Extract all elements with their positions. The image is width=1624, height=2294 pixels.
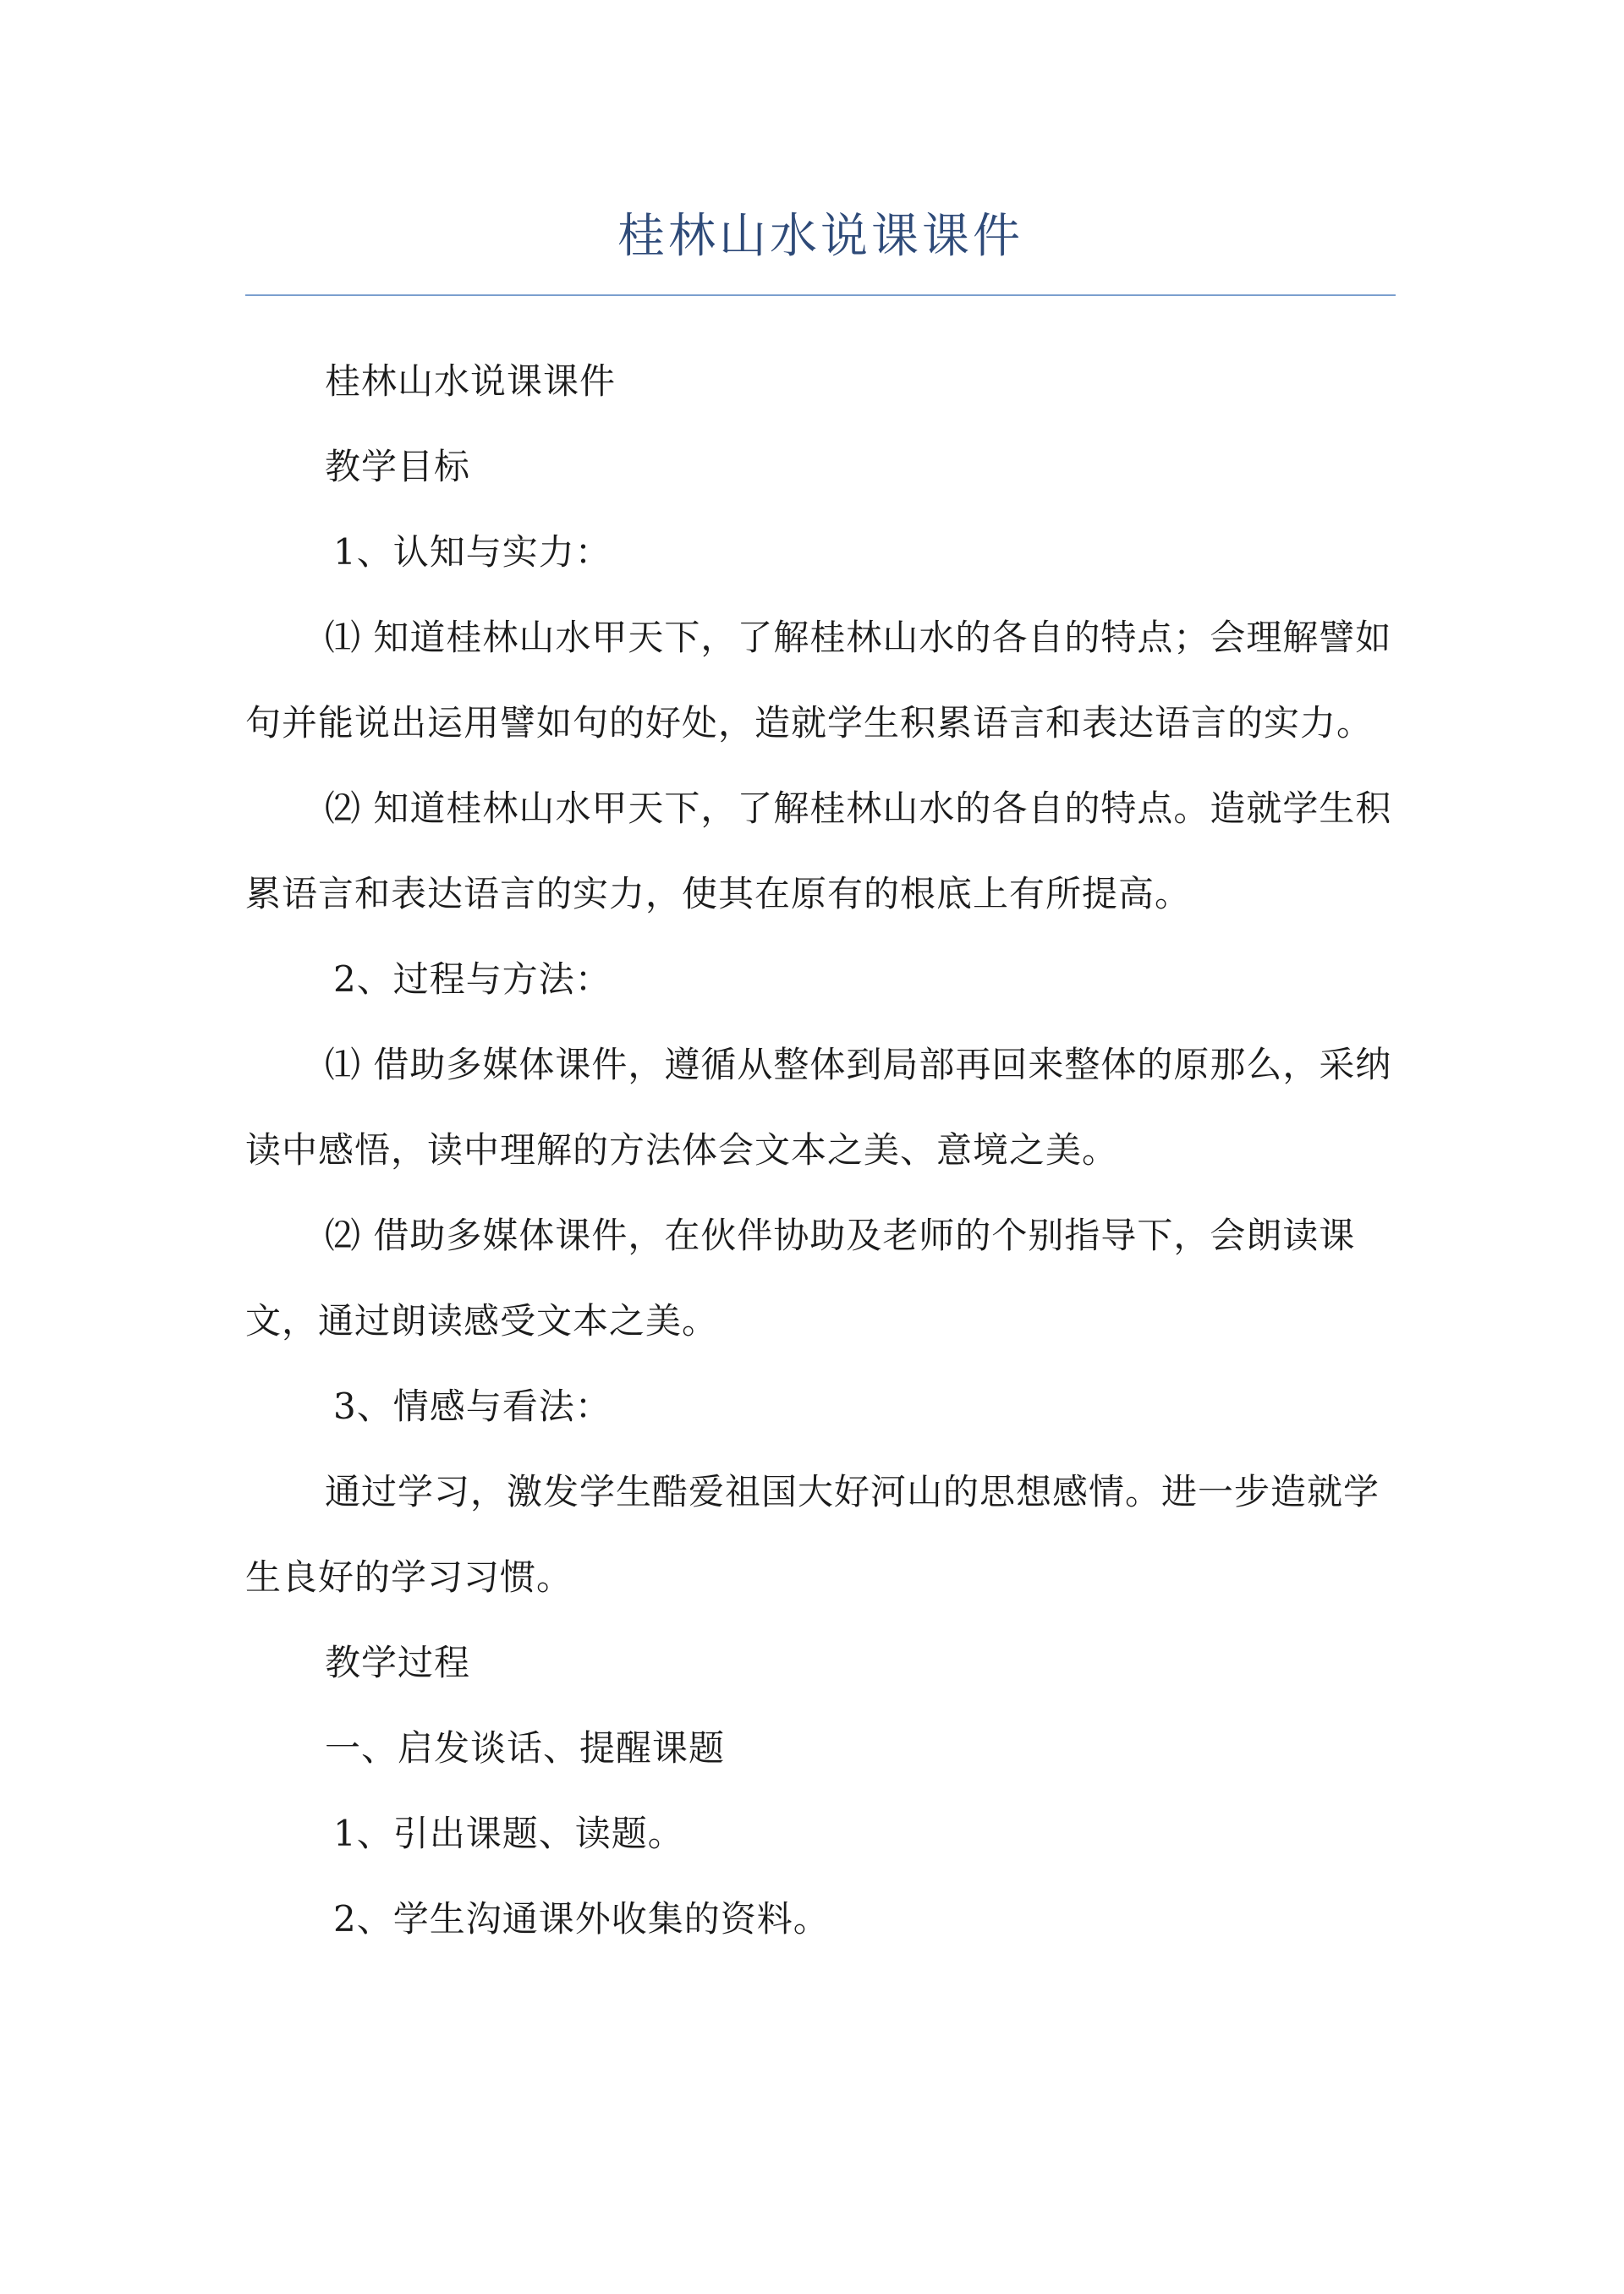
- heading-teaching-goals: 教学目标: [325, 446, 471, 487]
- paragraph-process-1: ⑴ 借助多媒体课件，遵循从整体到局部再回来整体的原那么，采纳读中感悟，读中理解的方法体会文本之美、意境之美。: [245, 1044, 1392, 1171]
- paragraph-cognition-1: ⑴ 知道桂林山水甲天下，了解桂林山水的各自的特点；会理解譬如句并能说出运用譬如句的好处，造就学生积累语言和表达语言的实力。: [245, 617, 1392, 744]
- list-item-topic: 1、引出课题、读题。: [333, 1813, 684, 1854]
- list-item-materials: 2、学生沟通课外收集的资料。: [333, 1898, 830, 1940]
- paragraph-process-2: ⑵ 借助多媒体课件，在伙伴协助及老师的个别指导下，会朗读课文，通过朗读感受文本之美。: [245, 1215, 1356, 1342]
- paragraph-cognition-2: ⑵ 知道桂林山水甲天下，了解桂林山水的各自的特点。造就学生积累语言和表达语言的实力，使其在原有的根底上有所提高。: [245, 788, 1392, 914]
- title-divider: [245, 294, 1396, 296]
- list-item-cognition: 1、认知与实力：: [333, 531, 612, 573]
- page-title: 桂林山水说课课件: [617, 209, 1023, 264]
- list-item-emotion: 3、情感与看法：: [333, 1386, 612, 1427]
- list-item-process: 2、过程与方法：: [333, 958, 612, 1000]
- section-heading-intro: 一、启发谈话、提醒课题: [325, 1727, 726, 1769]
- paragraph-subtitle: 桂林山水说课课件: [325, 360, 617, 402]
- paragraph-emotion: 通过学习，激发学生酷爱祖国大好河山的思想感情。进一步造就学生良好的学习习惯。: [245, 1471, 1380, 1598]
- heading-teaching-process: 教学过程: [325, 1642, 471, 1683]
- document-body: [245, 338, 1396, 1962]
